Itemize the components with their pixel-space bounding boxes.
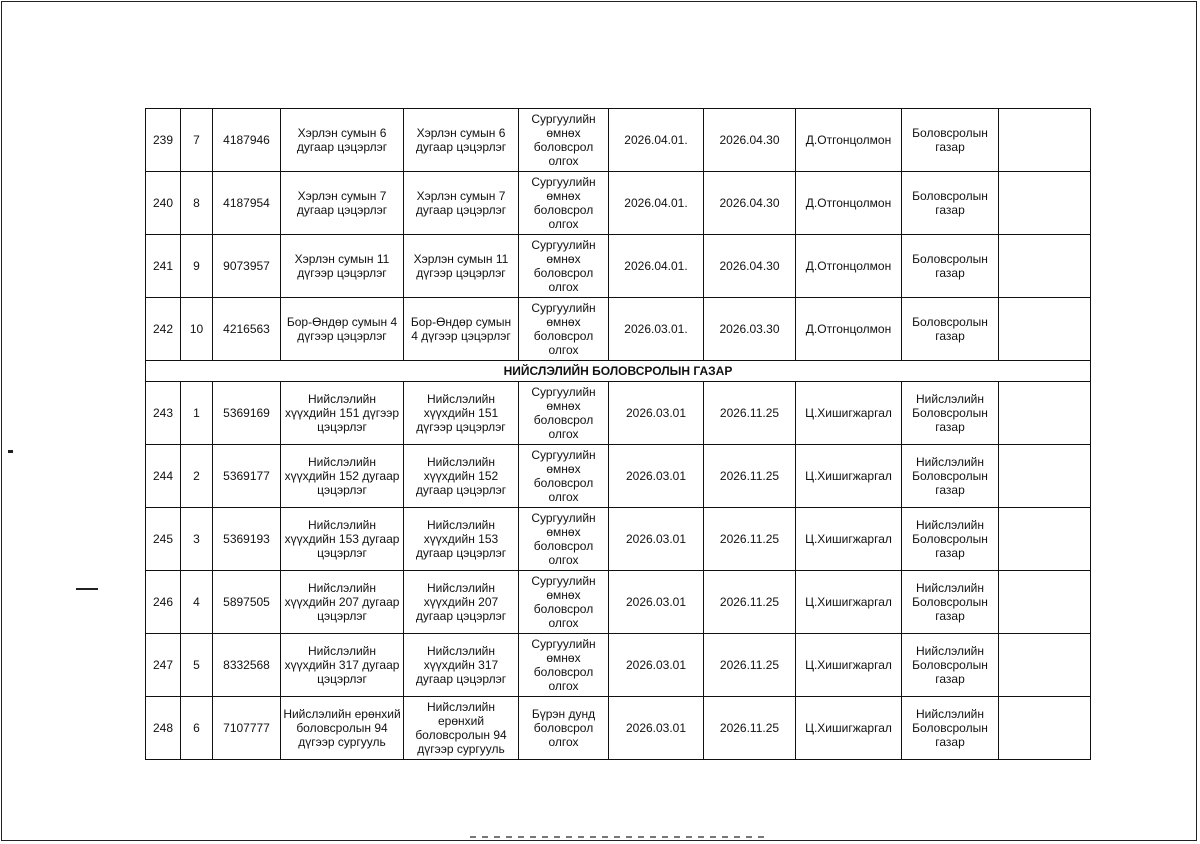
cell-end-date: 2026.11.25 [704, 445, 796, 508]
cell-sub-number: 10 [181, 298, 213, 361]
license-table [145, 108, 1091, 760]
cell-license-holder: Нийслэлийн хүүхдийн 153 дугаар цэцэрлэг [404, 508, 519, 571]
cell-end-date: 2026.04.30 [704, 235, 796, 298]
cell-official-name: Ц.Хишигжаргал [796, 697, 902, 760]
cell-register-number: 5369193 [213, 508, 281, 571]
cell-activity-type: Бүрэн дунд боловсрол олгох [519, 697, 609, 760]
cell-register-number: 5897505 [213, 571, 281, 634]
cell-license-holder: Хэрлэн сумын 6 дугаар цэцэрлэг [404, 109, 519, 172]
cell-activity-type: Сургуулийн өмнөх боловсрол олгох [519, 382, 609, 445]
cell-activity-type: Сургуулийн өмнөх боловсрол олгох [519, 634, 609, 697]
cell-issuing-authority: Нийслэлийн Боловсролын газар [902, 508, 999, 571]
cell-end-date: 2026.11.25 [704, 382, 796, 445]
cell-license-holder: Хэрлэн сумын 11 дүгээр цэцэрлэг [404, 235, 519, 298]
cell-sub-number: 1 [181, 382, 213, 445]
cell-sub-number: 7 [181, 109, 213, 172]
table-row [146, 445, 1091, 508]
cell-row-number: 248 [146, 697, 181, 760]
table-row [146, 109, 1091, 172]
cell-issuing-authority: Нийслэлийн Боловсролын газар [902, 634, 999, 697]
cell-start-date: 2026.03.01 [609, 571, 704, 634]
cell-activity-type: Сургуулийн өмнөх боловсрол олгох [519, 508, 609, 571]
cell-start-date: 2026.04.01. [609, 235, 704, 298]
cell-organization-name: Нийслэлийн хүүхдийн 151 дүгээр цэцэрлэг [281, 382, 404, 445]
cell-official-name: Ц.Хишигжаргал [796, 634, 902, 697]
cell-issuing-authority: Боловсролын газар [902, 235, 999, 298]
cell-end-date: 2026.03.30 [704, 298, 796, 361]
cell-row-number: 240 [146, 172, 181, 235]
cell-row-number: 245 [146, 508, 181, 571]
cell-notes [999, 382, 1091, 445]
cell-issuing-authority: Боловсролын газар [902, 109, 999, 172]
cell-end-date: 2026.11.25 [704, 697, 796, 760]
cell-organization-name: Нийслэлийн ерөнхий боловсролын 94 дүгээр сургууль [281, 697, 404, 760]
cell-start-date: 2026.03.01 [609, 697, 704, 760]
cell-activity-type: Сургуулийн өмнөх боловсрол олгох [519, 172, 609, 235]
cell-register-number: 7107777 [213, 697, 281, 760]
cell-start-date: 2026.03.01. [609, 298, 704, 361]
cell-organization-name: Нийслэлийн хүүхдийн 152 дугаар цэцэрлэг [281, 445, 404, 508]
cell-row-number: 243 [146, 382, 181, 445]
cell-row-number: 242 [146, 298, 181, 361]
cell-organization-name: Хэрлэн сумын 7 дугаар цэцэрлэг [281, 172, 404, 235]
cell-notes [999, 571, 1091, 634]
cell-sub-number: 2 [181, 445, 213, 508]
cell-official-name: Ц.Хишигжаргал [796, 382, 902, 445]
table-row [146, 508, 1091, 571]
cell-activity-type: Сургуулийн өмнөх боловсрол олгох [519, 445, 609, 508]
cell-official-name: Д.Отгонцолмон [796, 172, 902, 235]
cell-license-holder: Нийслэлийн хүүхдийн 151 дүгээр цэцэрлэг [404, 382, 519, 445]
cell-end-date: 2026.04.30 [704, 109, 796, 172]
cell-end-date: 2026.11.25 [704, 571, 796, 634]
cell-register-number: 4187946 [213, 109, 281, 172]
cell-license-holder: Нийслэлийн хүүхдийн 317 дугаар цэцэрлэг [404, 634, 519, 697]
table-row [146, 172, 1091, 235]
cell-issuing-authority: Нийслэлийн Боловсролын газар [902, 697, 999, 760]
cell-row-number: 247 [146, 634, 181, 697]
cell-activity-type: Сургуулийн өмнөх боловсрол олгох [519, 109, 609, 172]
cell-register-number: 8332568 [213, 634, 281, 697]
cell-sub-number: 4 [181, 571, 213, 634]
cell-license-holder: Хэрлэн сумын 7 дугаар цэцэрлэг [404, 172, 519, 235]
cell-activity-type: Сургуулийн өмнөх боловсрол олгох [519, 298, 609, 361]
cell-register-number: 5369177 [213, 445, 281, 508]
cell-organization-name: Бор-Өндөр сумын 4 дүгээр цэцэрлэг [281, 298, 404, 361]
table-body-after [146, 382, 1091, 760]
table-row [146, 634, 1091, 697]
cell-issuing-authority: Нийслэлийн Боловсролын газар [902, 382, 999, 445]
cell-notes [999, 508, 1091, 571]
cell-register-number: 4216563 [213, 298, 281, 361]
cell-notes [999, 109, 1091, 172]
cell-organization-name: Нийслэлийн хүүхдийн 317 дугаар цэцэрлэг [281, 634, 404, 697]
cell-organization-name: Хэрлэн сумын 11 дүгээр цэцэрлэг [281, 235, 404, 298]
scan-edge-noise [470, 836, 770, 838]
cell-end-date: 2026.04.30 [704, 172, 796, 235]
cell-sub-number: 9 [181, 235, 213, 298]
cell-official-name: Д.Отгонцолмон [796, 298, 902, 361]
cell-notes [999, 298, 1091, 361]
cell-notes [999, 634, 1091, 697]
cell-start-date: 2026.03.01 [609, 634, 704, 697]
cell-license-holder: Нийслэлийн хүүхдийн 207 дугаар цэцэрлэг [404, 571, 519, 634]
table-row [146, 235, 1091, 298]
table-row [146, 571, 1091, 634]
cell-issuing-authority: Боловсролын газар [902, 172, 999, 235]
cell-issuing-authority: Нийслэлийн Боловсролын газар [902, 571, 999, 634]
cell-issuing-authority: Боловсролын газар [902, 298, 999, 361]
cell-notes [999, 697, 1091, 760]
cell-start-date: 2026.03.01 [609, 445, 704, 508]
cell-official-name: Ц.Хишигжаргал [796, 445, 902, 508]
cell-row-number: 241 [146, 235, 181, 298]
cell-official-name: Д.Отгонцолмон [796, 109, 902, 172]
scan-dash-mark [76, 588, 98, 590]
table-row [146, 298, 1091, 361]
cell-activity-type: Сургуулийн өмнөх боловсрол олгох [519, 235, 609, 298]
cell-sub-number: 6 [181, 697, 213, 760]
section-header-row [146, 361, 1091, 382]
cell-sub-number: 3 [181, 508, 213, 571]
scan-dot-mark [8, 450, 13, 453]
table-row [146, 382, 1091, 445]
section-header: НИЙСЛЭЛИЙН БОЛОВСРОЛЫН ГАЗАР [146, 361, 1091, 382]
cell-official-name: Ц.Хишигжаргал [796, 571, 902, 634]
cell-license-holder: Нийслэлийн ерөнхий боловсролын 94 дүгээр сургууль [404, 697, 519, 760]
table-row [146, 697, 1091, 760]
cell-register-number: 5369169 [213, 382, 281, 445]
cell-sub-number: 5 [181, 634, 213, 697]
cell-start-date: 2026.04.01. [609, 109, 704, 172]
cell-notes [999, 172, 1091, 235]
cell-official-name: Д.Отгонцолмон [796, 235, 902, 298]
cell-activity-type: Сургуулийн өмнөх боловсрол олгох [519, 571, 609, 634]
cell-sub-number: 8 [181, 172, 213, 235]
cell-register-number: 9073957 [213, 235, 281, 298]
cell-row-number: 244 [146, 445, 181, 508]
cell-organization-name: Нийслэлийн хүүхдийн 153 дугаар цэцэрлэг [281, 508, 404, 571]
cell-issuing-authority: Нийслэлийн Боловсролын газар [902, 445, 999, 508]
cell-end-date: 2026.11.25 [704, 634, 796, 697]
cell-organization-name: Хэрлэн сумын 6 дугаар цэцэрлэг [281, 109, 404, 172]
cell-notes [999, 235, 1091, 298]
cell-row-number: 246 [146, 571, 181, 634]
cell-organization-name: Нийслэлийн хүүхдийн 207 дугаар цэцэрлэг [281, 571, 404, 634]
table-body-before [146, 109, 1091, 361]
cell-official-name: Ц.Хишигжаргал [796, 508, 902, 571]
cell-row-number: 239 [146, 109, 181, 172]
cell-end-date: 2026.11.25 [704, 508, 796, 571]
cell-notes [999, 445, 1091, 508]
cell-license-holder: Бор-Өндөр сумын 4 дүгээр цэцэрлэг [404, 298, 519, 361]
section-body [146, 361, 1091, 382]
cell-register-number: 4187954 [213, 172, 281, 235]
cell-start-date: 2026.03.01 [609, 382, 704, 445]
cell-start-date: 2026.03.01 [609, 508, 704, 571]
cell-license-holder: Нийслэлийн хүүхдийн 152 дугаар цэцэрлэг [404, 445, 519, 508]
cell-start-date: 2026.04.01. [609, 172, 704, 235]
